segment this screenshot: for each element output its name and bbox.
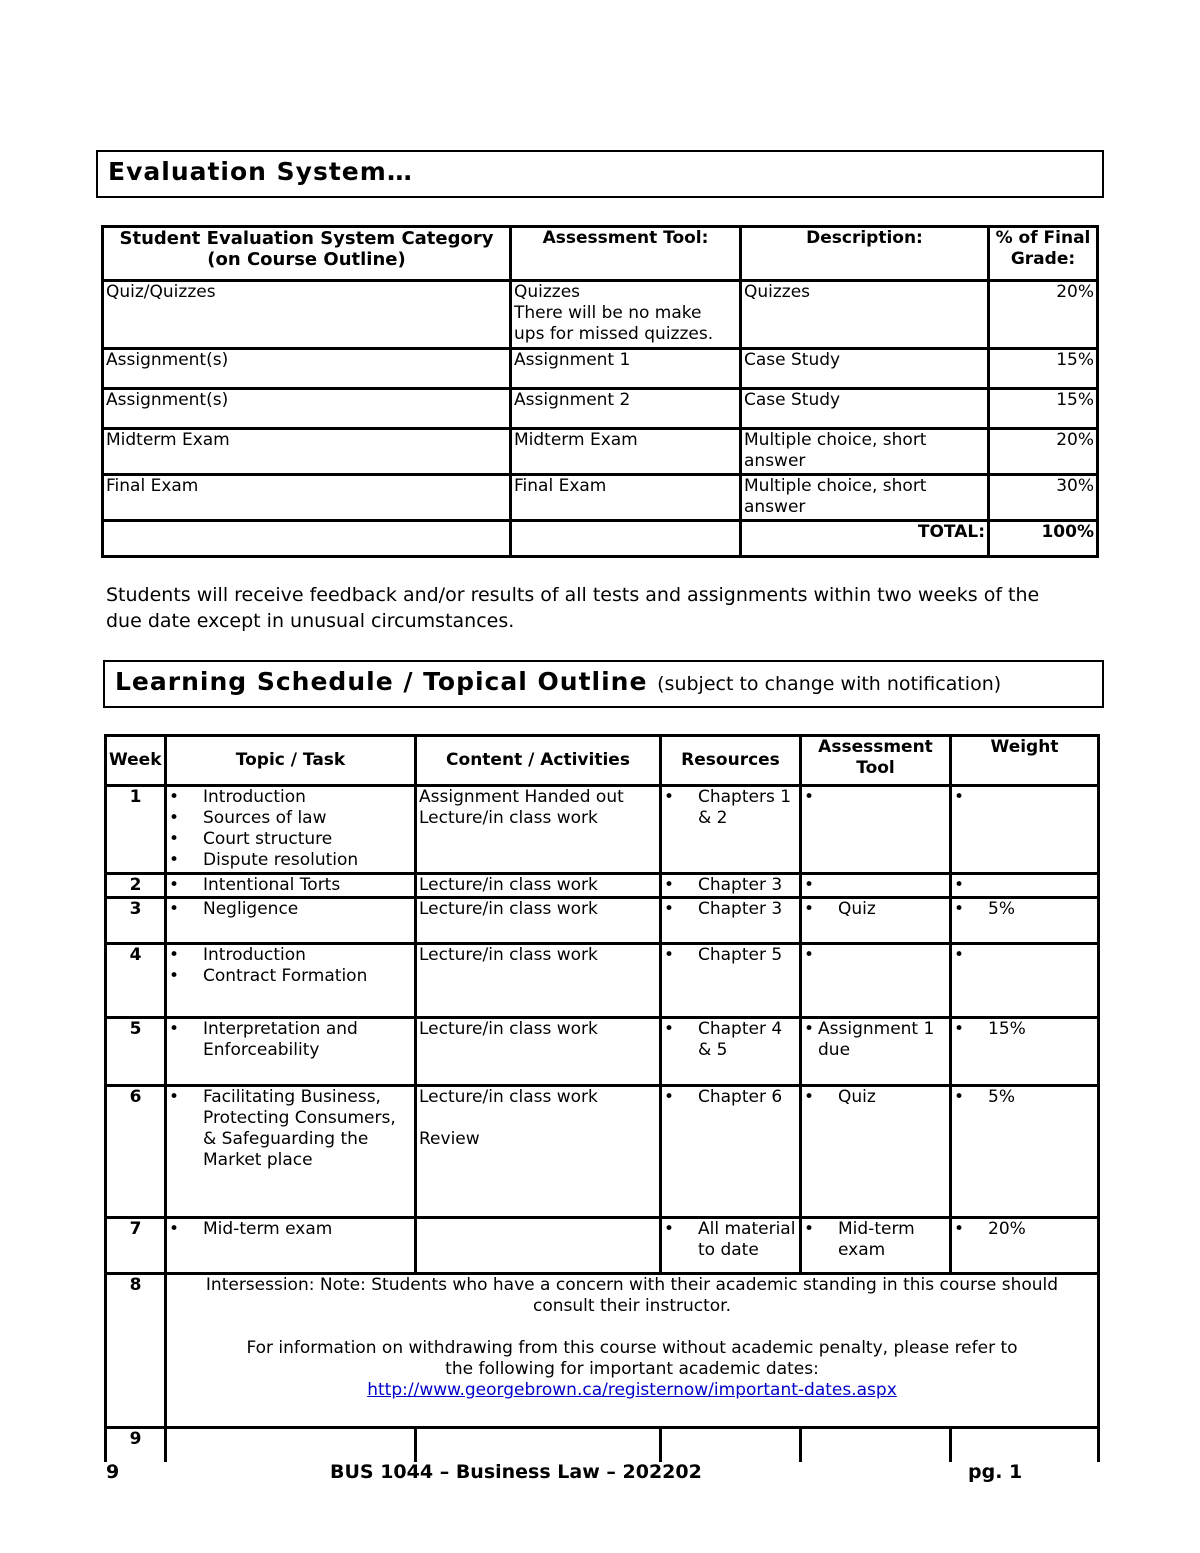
cell-resources	[661, 786, 801, 874]
cell-week: 7	[106, 1218, 166, 1274]
cell-tool: Midterm Exam	[511, 429, 741, 475]
cell-topic	[166, 1086, 416, 1218]
topic-item: • Facilitating Business, Protecting Consumers, & Safeguarding the Market place	[169, 1087, 412, 1171]
cell-week: 9	[106, 1428, 166, 1462]
cell-topic	[166, 786, 416, 874]
schedule-table	[104, 734, 1100, 1462]
schedule-title-wrap	[115, 667, 1001, 696]
cell-content	[416, 1018, 661, 1086]
cell-resources	[661, 1086, 801, 1218]
content-line: Lecture/in class work	[419, 945, 598, 965]
header-weight: Weight	[951, 736, 1099, 786]
tool-name: Quizzes	[514, 282, 581, 302]
cell-resources	[661, 898, 801, 944]
cell-percent: 30%	[989, 475, 1098, 521]
content-line: Lecture/in class work	[419, 1087, 598, 1107]
content-line: Review	[419, 1129, 480, 1149]
table-row	[106, 898, 1099, 944]
important-dates-link[interactable]: http://www.georgebrown.ca/registernow/important-dates.aspx	[367, 1380, 897, 1400]
cell-tool	[801, 1086, 951, 1218]
cell-description: Case Study	[741, 389, 989, 429]
topic-item: • Sources of law	[169, 808, 412, 829]
intersession-note: Intersession: Note: Students who have a concern with their academic standing in this course should consult their instructor.	[205, 1275, 1059, 1316]
cell-resources	[661, 874, 801, 898]
cell-tool: Assignment 1	[511, 349, 741, 389]
header-resources: Resources	[661, 736, 801, 786]
topic-item: • Interpretation and Enforceability	[169, 1019, 412, 1061]
cell-topic	[166, 1018, 416, 1086]
table-row	[106, 1428, 1099, 1462]
content-spacer	[419, 1108, 657, 1129]
cell-week: 4	[106, 944, 166, 1018]
table-row	[106, 1218, 1099, 1274]
footer-page-number: pg. 1	[968, 1461, 1023, 1483]
topic-item: • Court structure	[169, 829, 412, 850]
resource-item: • Chapter 6	[664, 1087, 797, 1108]
resource-item: • Chapters 1 & 2	[664, 787, 797, 829]
table-row	[103, 349, 1098, 389]
content-line: Lecture/in class work	[419, 899, 598, 919]
schedule-header-box	[103, 660, 1104, 708]
header-assessment-tool: Assessment Tool	[801, 736, 951, 786]
topic-item: • Introduction	[169, 787, 412, 808]
cell-empty	[166, 1428, 416, 1462]
cell-percent: 20%	[989, 429, 1098, 475]
cell-description: Multiple choice, short answer	[741, 429, 989, 475]
cell-empty	[416, 1428, 661, 1462]
total-label: TOTAL:	[741, 521, 989, 557]
cell-empty	[951, 1428, 1099, 1462]
table-row	[103, 281, 1098, 349]
cell-topic	[166, 944, 416, 1018]
cell-tool	[801, 898, 951, 944]
cell-tool	[511, 281, 741, 349]
cell-tool: Final Exam	[511, 475, 741, 521]
cell-empty	[661, 1428, 801, 1462]
cell-tool	[801, 1018, 951, 1086]
cell-description: Case Study	[741, 349, 989, 389]
weight-item: • 5%	[954, 899, 1095, 920]
note-spacer	[181, 1317, 1083, 1338]
weight-item: • 20%	[954, 1219, 1095, 1240]
cell-weight	[951, 874, 1099, 898]
table-row	[106, 874, 1099, 898]
resource-item: • Chapter 3	[664, 875, 797, 896]
table-row	[106, 786, 1099, 874]
table-row	[103, 429, 1098, 475]
content-line: Lecture/in class work	[419, 1019, 598, 1039]
cell-week: 8	[106, 1274, 166, 1428]
cell-category: Assignment(s)	[103, 349, 511, 389]
weight-item: • 15%	[954, 1019, 1095, 1040]
cell-content	[416, 898, 661, 944]
content-line: Lecture/in class work	[419, 875, 598, 895]
topic-item: • Contract Formation	[169, 966, 412, 987]
cell-week: 2	[106, 874, 166, 898]
cell-resources	[661, 1218, 801, 1274]
topic-item: • Intentional Torts	[169, 875, 412, 896]
cell-content	[416, 1086, 661, 1218]
schedule-header-row	[106, 736, 1099, 786]
cell-category: Quiz/Quizzes	[103, 281, 511, 349]
footer-center: BUS 1044 – Business Law – 202202	[330, 1461, 702, 1483]
cell-weight	[951, 898, 1099, 944]
withdraw-note: For information on withdrawing from this course without academic penalty, please refer to the following for important academic dates:	[246, 1338, 1018, 1379]
cell-percent: 20%	[989, 281, 1098, 349]
evaluation-title: Evaluation System…	[108, 157, 413, 186]
tool-item: • Mid-term exam	[804, 1219, 947, 1261]
cell-week: 3	[106, 898, 166, 944]
evaluation-header-box	[96, 150, 1104, 198]
cell-weight	[951, 1018, 1099, 1086]
cell-empty	[511, 521, 741, 557]
schedule-title: Learning Schedule / Topical Outline	[115, 667, 648, 696]
topic-item: • Introduction	[169, 945, 412, 966]
table-row	[103, 389, 1098, 429]
header-description: Description:	[741, 227, 989, 281]
evaluation-header-row	[103, 227, 1098, 281]
tool-item: • Quiz	[804, 1087, 947, 1108]
header-week: Week	[106, 736, 166, 786]
topic-item: • Mid-term exam	[169, 1219, 412, 1240]
total-value: 100%	[989, 521, 1098, 557]
resource-item: • All material to date	[664, 1219, 797, 1261]
cell-empty	[103, 521, 511, 557]
cell-tool	[801, 944, 951, 1018]
cell-week: 6	[106, 1086, 166, 1218]
topic-item: • Dispute resolution	[169, 850, 412, 871]
cell-content	[416, 944, 661, 1018]
cell-resources	[661, 944, 801, 1018]
cell-resources	[661, 1018, 801, 1086]
cell-description: Quizzes	[741, 281, 989, 349]
cell-category: Midterm Exam	[103, 429, 511, 475]
weight-item: • 5%	[954, 1087, 1095, 1108]
tool-note: There will be no make ups for missed quizzes.	[514, 303, 714, 344]
resource-item: • Chapter 3	[664, 899, 797, 920]
tool-item: • Quiz	[804, 899, 947, 920]
table-row	[106, 1274, 1099, 1428]
cell-weight	[951, 1086, 1099, 1218]
header-content: Content / Activities	[416, 736, 661, 786]
table-row	[103, 475, 1098, 521]
cell-description: Multiple choice, short answer	[741, 475, 989, 521]
resource-item: • Chapter 4 & 5	[664, 1019, 797, 1061]
cell-topic	[166, 1218, 416, 1274]
cell-week: 1	[106, 786, 166, 874]
feedback-paragraph: Students will receive feedback and/or results of all tests and assignments within two weeks of the due date except in unusual circumstances.	[106, 584, 1040, 632]
content-line: Lecture/in class work	[419, 808, 598, 828]
cell-percent: 15%	[989, 349, 1098, 389]
resource-item: • Chapter 5	[664, 945, 797, 966]
table-row	[106, 944, 1099, 1018]
cell-topic	[166, 898, 416, 944]
header-category: Student Evaluation System Category (on Course Outline)	[103, 227, 511, 281]
cell-content	[416, 1218, 661, 1274]
cell-intersession-note	[166, 1274, 1099, 1428]
cell-weight	[951, 1218, 1099, 1274]
cell-tool	[801, 1218, 951, 1274]
cell-topic	[166, 874, 416, 898]
evaluation-table	[101, 225, 1099, 558]
cell-content	[416, 786, 661, 874]
schedule-subtitle: (subject to change with notification)	[657, 673, 1002, 695]
topic-item: • Negligence	[169, 899, 412, 920]
cell-category: Final Exam	[103, 475, 511, 521]
cell-tool: Assignment 2	[511, 389, 741, 429]
cell-tool	[801, 786, 951, 874]
tool-item: • Assignment 1 due	[804, 1019, 947, 1061]
cell-weight	[951, 944, 1099, 1018]
table-row	[106, 1086, 1099, 1218]
cell-week: 5	[106, 1018, 166, 1086]
cell-weight	[951, 786, 1099, 874]
header-tool: Assessment Tool:	[511, 227, 741, 281]
header-percent: % of Final Grade:	[989, 227, 1098, 281]
content-line: Assignment Handed out	[419, 787, 624, 807]
total-row	[103, 521, 1098, 557]
table-row	[106, 1018, 1099, 1086]
header-topic: Topic / Task	[166, 736, 416, 786]
footer-left: 9	[106, 1461, 120, 1483]
cell-category: Assignment(s)	[103, 389, 511, 429]
cell-content	[416, 874, 661, 898]
cell-tool	[801, 874, 951, 898]
cell-empty	[801, 1428, 951, 1462]
cell-percent: 15%	[989, 389, 1098, 429]
